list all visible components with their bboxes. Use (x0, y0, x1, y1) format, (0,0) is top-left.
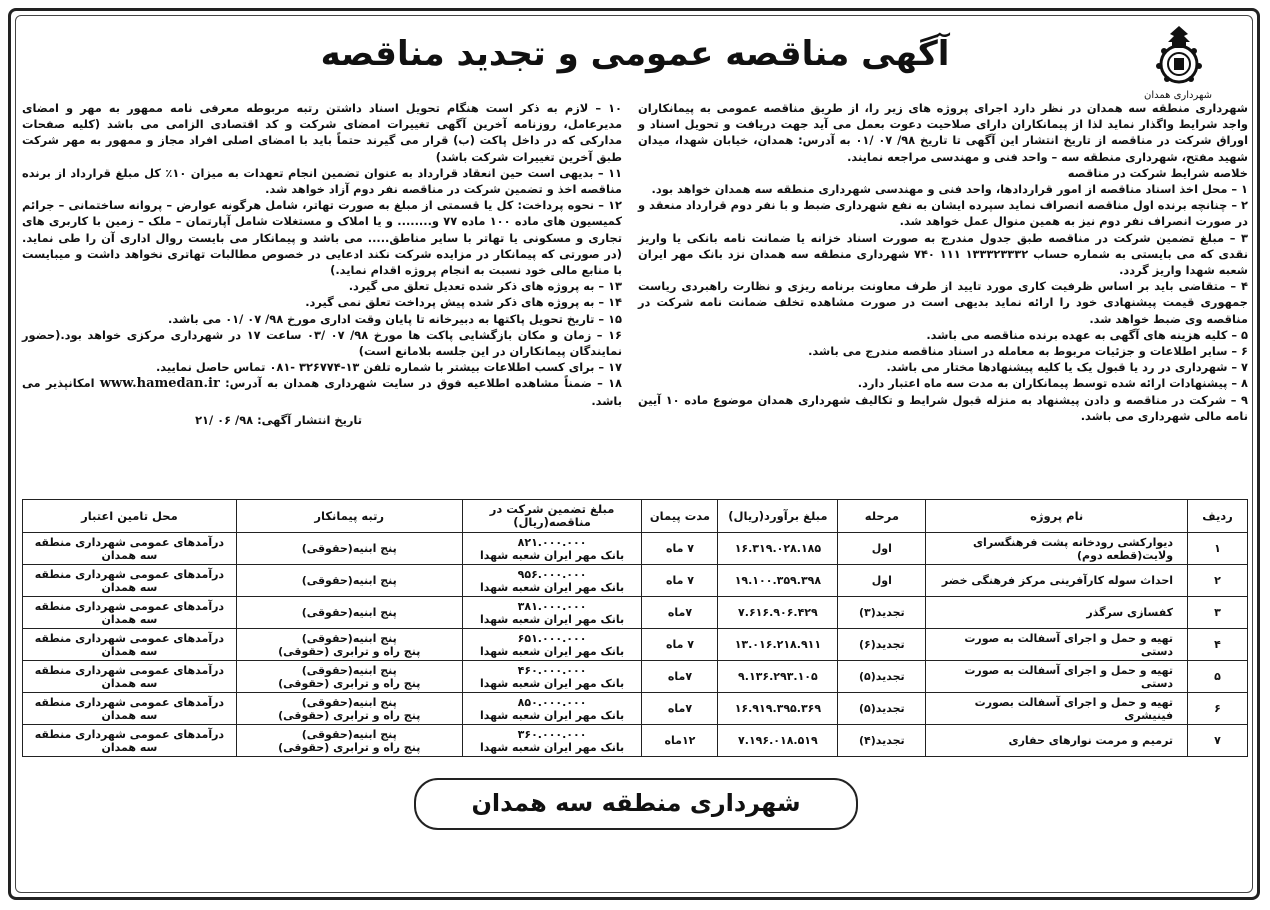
project-name: تهیه و حمل و اجرای آسفالت بصورت فینیشری (926, 693, 1188, 725)
contract-duration: ۷ماه (642, 693, 718, 725)
project-name: احداث سوله کارآفرینی مرکز فرهنگی خضر (926, 565, 1188, 597)
guarantee-amount-line: بانک مهر ایران شعبه شهدا (479, 644, 625, 658)
estimate-amount: ۱۳.۰۱۶.۲۱۸.۹۱۱ (718, 629, 838, 661)
guarantee-amount-line: بانک مهر ایران شعبه شهدا (479, 740, 625, 754)
contractor-grade (236, 725, 462, 757)
contractor-grade-line: پنج ابنیه(حقوقی) (301, 606, 397, 619)
municipality-logo-icon (1144, 24, 1214, 86)
guarantee-amount-line: ۳۸۱.۰۰۰.۰۰۰ (517, 599, 587, 613)
left-paragraph: ۱۱ – بدیهی است حین انعقاد قرارداد به عنوان تضمین انجام تعهدات به میزان ۱۰٪ کل مبلغ قرارداد از برنده مناقصه اخذ و تضمین شرکت در مناقصه نفر دوم آزاد خواهد شد. (22, 165, 623, 197)
table-row (23, 533, 1248, 565)
contract-duration: ۷ماه (642, 661, 718, 693)
estimate-amount: ۱۶.۳۱۹.۰۲۸.۱۸۵ (718, 533, 838, 565)
guarantee-amount-line: بانک مهر ایران شعبه شهدا (479, 580, 625, 594)
project-name: کفسازی سرگذر (926, 597, 1188, 629)
header-cell: مرحله (838, 500, 926, 533)
project-name: دیوارکشی رودخانه پشت فرهنگسرای ولایت(قطعه دوم) (926, 533, 1188, 565)
project-name: تهیه و حمل و اجرای آسفالت به صورت دستی (926, 629, 1188, 661)
right-column (638, 100, 1248, 424)
guarantee-amount-line: ۴۶۰.۰۰۰.۰۰۰ (517, 663, 587, 677)
estimate-amount: ۱۶.۹۱۹.۳۹۵.۳۶۹ (718, 693, 838, 725)
header-cell: مبلغ تضمین شرکت در مناقصه(ریال) (462, 500, 642, 533)
guarantee-amount-line: بانک مهر ایران شعبه شهدا (479, 548, 625, 562)
contractor-grade (236, 565, 462, 597)
logo-caption: شهرداری همدان (1144, 90, 1212, 101)
contractor-grade (236, 661, 462, 693)
left-paragraph: ۱۷ – برای کسب اطلاعات بیشتر با شماره تلفن ۱۳-۳۲۶۷۷۴ -۰۸۱ تماس حاصل نمایید. (155, 360, 622, 375)
contractor-grade (236, 693, 462, 725)
contractor-grade-line: پنج ابنیه(حقوقی) (301, 663, 397, 677)
project-name: ترمیم و مرمت نوارهای حفاری (926, 725, 1188, 757)
funding-source: درآمدهای عمومی شهرداری منطقه سه همدان (23, 565, 237, 597)
right-paragraph: ۹ – شرکت در مناقصه و دادن پیشنهاد به منزله قبول شرایط و تکالیف شهرداری همدان موضوع ماده ۱۰ آیین نامه مالی شهرداری می باشد. (638, 392, 1248, 423)
contractor-grade-line: پنج ابنیه(حقوقی) (301, 727, 397, 741)
table-header-row (23, 500, 1248, 533)
left-paragraph: ۱۵ – تاریخ تحویل پاکتها به دبیرخانه تا پایان وقت اداری مورخ ۹۸/ ۰۷ /۰۱ می باشد. (168, 311, 622, 326)
conditions-columns (22, 100, 1248, 495)
table-row (23, 661, 1248, 693)
left-paragraph: ۱۴ – به پروژه های ذکر شده پیش پرداخت تعلق نمی گیرد. (305, 295, 622, 310)
header (20, 18, 1250, 101)
header-cell: نام پروژه (926, 500, 1188, 533)
row-number: ۶ (1188, 693, 1248, 725)
project-name: تهیه و حمل و اجرای آسفالت به صورت دستی (926, 661, 1188, 693)
contractor-grade-line: پنج ابنیه(حقوقی) (301, 542, 397, 555)
right-paragraph: ۲ – چنانچه برنده اول مناقصه انصراف نماید سپرده ایشان به نفع شهرداری ضبط و با نفر دوم قرارداد منعقد و در صورت انصراف نفر دوم نیز به همین منوال عمل خواهد شد. (638, 198, 1248, 229)
left-paragraph: ۱۶ – زمان و مکان بازگشایی پاکت ها مورخ ۹۸/ ۰۷ /۰۳ ساعت ۱۷ در شهرداری مرکزی خواهد بود.(حضور نمایندگان پیمانکاران در این جلسه بلامانع است) (22, 327, 622, 359)
note-18 (22, 375, 622, 408)
guarantee-amount (462, 725, 642, 757)
footer-banner: شهرداری منطقه سه همدان (414, 778, 858, 830)
row-number: ۲ (1188, 565, 1248, 597)
contractor-grade-line: پنج ابنیه(حقوقی) (301, 695, 397, 709)
stage: اول (838, 565, 926, 597)
guarantee-amount (462, 597, 642, 629)
guarantee-amount-line: بانک مهر ایران شعبه شهدا (479, 708, 625, 722)
row-number: ۵ (1188, 661, 1248, 693)
stage: تجدید(۶) (838, 629, 926, 661)
header-cell: رتبه پیمانکار (236, 500, 462, 533)
right-paragraph: ۷ – شهرداری در رد یا قبول یک یا کلیه پیشنهادها مختار می باشد. (886, 360, 1248, 375)
note-18-prefix: ۱۸ – ضمناً مشاهده اطلاعیه فوق در سایت شهرداری همدان به آدرس: (225, 376, 622, 391)
contractor-grade-line: پنج ابنیه(حقوقی) (301, 631, 397, 645)
stage: اول (838, 533, 926, 565)
guarantee-amount-line: ۸۵۰.۰۰۰.۰۰۰ (517, 695, 587, 709)
row-number: ۳ (1188, 597, 1248, 629)
left-paragraph: ۱۲ – نحوه پرداخت: کل یا قسمتی از مبلغ به صورت تهاتر، شامل هرگونه عوارض – پروانه ساختمانی – جرائم کمیسیون های ماده ۱۰۰ ماده ۷۷ و........ و یا املاک و مستغلات شامل آپارتمان – ملک – زمین با کاربری های تجاری و مسکونی یا تهاتر با سایر مناطق..... می باشد و پیمانکار می بایست روال اداری آن را طی نماید. (در صورتی که پیمانکار در مزایده شرکت نکند ادعایی در خصوص مطالبات تهاتری نخواهد داشت و میبایست با منابع مالی خود نسبت به انجام پروژه اقدام نماید.) (22, 198, 622, 278)
funding-source: درآمدهای عمومی شهرداری منطقه سه همدان (23, 533, 237, 565)
guarantee-amount-line: ۶۵۱.۰۰۰.۰۰۰ (517, 631, 587, 645)
header-cell: مدت پیمان (642, 500, 718, 533)
guarantee-amount-line: ۹۵۶.۰۰۰.۰۰۰ (517, 567, 587, 581)
contract-duration: ۷ماه (642, 597, 718, 629)
right-paragraph: ۶ – سایر اطلاعات و جزئیات مربوط به معامله در اسناد مناقصه مندرج می باشد. (808, 344, 1248, 359)
contractor-grade-line: پنج راه و ترابری (حقوقی) (278, 708, 421, 722)
guarantee-amount (462, 693, 642, 725)
guarantee-amount (462, 565, 642, 597)
funding-source: درآمدهای عمومی شهرداری منطقه سه همدان (23, 661, 237, 693)
contract-duration: ۱۲ماه (642, 725, 718, 757)
right-paragraph: خلاصه شرایط شرکت در مناقصه (1067, 165, 1248, 180)
contract-duration: ۷ ماه (642, 629, 718, 661)
row-number: ۱ (1188, 533, 1248, 565)
right-paragraph: شهرداری منطقه سه همدان در نظر دارد اجرای پروژه های زیر را، از طریق مناقصه عمومی به پیمانکاران واجد شرایط واگذار نماید لذا از پیمانکاران دارای صلاحیت دعوت بعمل می آید جهت دریافت و تحویل اسناد و اوراق شرکت در مناقصه از تاریخ انتشار این آگهی تا تاریخ ۹۸/ ۰۷ /۰۱ به آدرس: همدان، خیابان شهدا، میدان شهید مفتح، شهرداری منطقه سه – واحد فنی و مهندسی مراجعه نمایند. (638, 101, 1248, 164)
guarantee-amount-line: بانک مهر ایران شعبه شهدا (479, 612, 625, 626)
contractor-grade (236, 597, 462, 629)
estimate-amount: ۹.۱۳۶.۲۹۳.۱۰۵ (718, 661, 838, 693)
funding-source: درآمدهای عمومی شهرداری منطقه سه همدان (23, 597, 237, 629)
row-number: ۷ (1188, 725, 1248, 757)
funding-source: درآمدهای عمومی شهرداری منطقه سه همدان (23, 725, 237, 757)
guarantee-amount-line: ۸۲۱.۰۰۰.۰۰۰ (517, 535, 587, 549)
website-link[interactable]: www.hamedan.ir (99, 376, 220, 392)
page-title: آگهی مناقصه عمومی و تجدید مناقصه (320, 34, 950, 74)
projects-table (22, 499, 1248, 757)
row-number: ۴ (1188, 629, 1248, 661)
estimate-amount: ۷.۱۹۶.۰۱۸.۵۱۹ (718, 725, 838, 757)
guarantee-amount (462, 629, 642, 661)
publish-date: تاریخ انتشار آگهی: ۹۸/ ۰۶ /۲۱ (195, 412, 362, 427)
contractor-grade (236, 533, 462, 565)
table-row (23, 693, 1248, 725)
stage: تجدید(۵) (838, 693, 926, 725)
table-row (23, 597, 1248, 629)
contractor-grade (236, 629, 462, 661)
right-paragraph: ۸ – پیشنهادات ارائه شده توسط پیمانکاران به مدت سه ماه اعتبار دارد. (857, 376, 1248, 391)
contractor-grade-line: پنج راه و ترابری (حقوقی) (278, 644, 421, 658)
stage: تجدید(۴) (838, 725, 926, 757)
estimate-amount: ۷.۶۱۶.۹۰۶.۴۲۹ (718, 597, 838, 629)
note-18-suffix: امکانپذیر می باشد. (22, 376, 622, 408)
table-row (23, 565, 1248, 597)
contractor-grade-line: پنج ابنیه(حقوقی) (301, 574, 397, 587)
stage: تجدید(۵) (838, 661, 926, 693)
contract-duration: ۷ ماه (642, 533, 718, 565)
right-paragraph: ۳ – مبلغ تضمین شرکت در مناقصه طبق جدول مندرج به صورت اسناد خزانه یا ضمانت نامه بانکی یا واریز نقدی که می بایستی به شماره حساب ۱۳۳۳۲۳۳۳۲ ۱۱۱ ۷۴۰ شهرداری منطقه سه همدان نزد بانک مهر ایران شعبه شهدا واریز گردد. (638, 230, 1248, 278)
header-cell: مبلغ برآورد(ریال) (718, 500, 838, 533)
contract-duration: ۷ ماه (642, 565, 718, 597)
funding-source: درآمدهای عمومی شهرداری منطقه سه همدان (23, 693, 237, 725)
header-cell: محل تامین اعتبار (23, 500, 237, 533)
contractor-grade-line: پنج راه و ترابری (حقوقی) (278, 676, 421, 690)
estimate-amount: ۱۹.۱۰۰.۳۵۹.۳۹۸ (718, 565, 838, 597)
left-paragraph: ۱۰ – لازم به ذکر است هنگام تحویل اسناد داشتن رتبه مربوطه معرفی نامه ممهور به مهر و امضای مدیرعامل، روزنامه آخرین آگهی تغییرات امضای شرکت و کد اقتصادی الزامی می باشد (کلیه صفحات مدارکی که در داخل پاکت (ب) قرار می گیرند حتماً باید با امضای اصلی افراد مجاز و ممهور به مهر شرکت طبق آخرین تغییرات شرکت باشد) (22, 101, 622, 164)
guarantee-amount-line: ۳۶۰.۰۰۰.۰۰۰ (517, 727, 587, 741)
right-paragraph: ۴ – متقاضی باید بر اساس ظرفیت کاری مورد تایید از طرف معاونت برنامه ریزی و نظارت راهبردی ریاست جمهوری قیمت پیشنهادی خود را ارائه نماید بدیهی است در صورت مشاهده تخلف ضمانت نامه شرکت در مناقصه وی ضبط خواهد شد. (638, 279, 1248, 326)
contractor-grade-line: پنج راه و ترابری (حقوقی) (278, 740, 421, 754)
table-row (23, 725, 1248, 757)
guarantee-amount-line: بانک مهر ایران شعبه شهدا (479, 676, 625, 690)
table-row (23, 629, 1248, 661)
guarantee-amount (462, 661, 642, 693)
header-cell: ردیف (1188, 500, 1248, 533)
left-column (22, 100, 622, 428)
guarantee-amount (462, 533, 642, 565)
right-paragraph: ۱ – محل اخذ اسناد مناقصه از امور قراردادها، واحد فنی و مهندسی شهرداری منطقه سه همدان خواهد بود. (651, 182, 1248, 197)
stage: تجدید(۳) (838, 597, 926, 629)
funding-source: درآمدهای عمومی شهرداری منطقه سه همدان (23, 629, 237, 661)
left-paragraph: ۱۳ – به پروژه های ذکر شده تعدیل تعلق می گیرد. (348, 279, 622, 294)
right-paragraph: ۵ – کلیه هزینه های آگهی به عهده برنده مناقصه می باشد. (926, 327, 1248, 342)
